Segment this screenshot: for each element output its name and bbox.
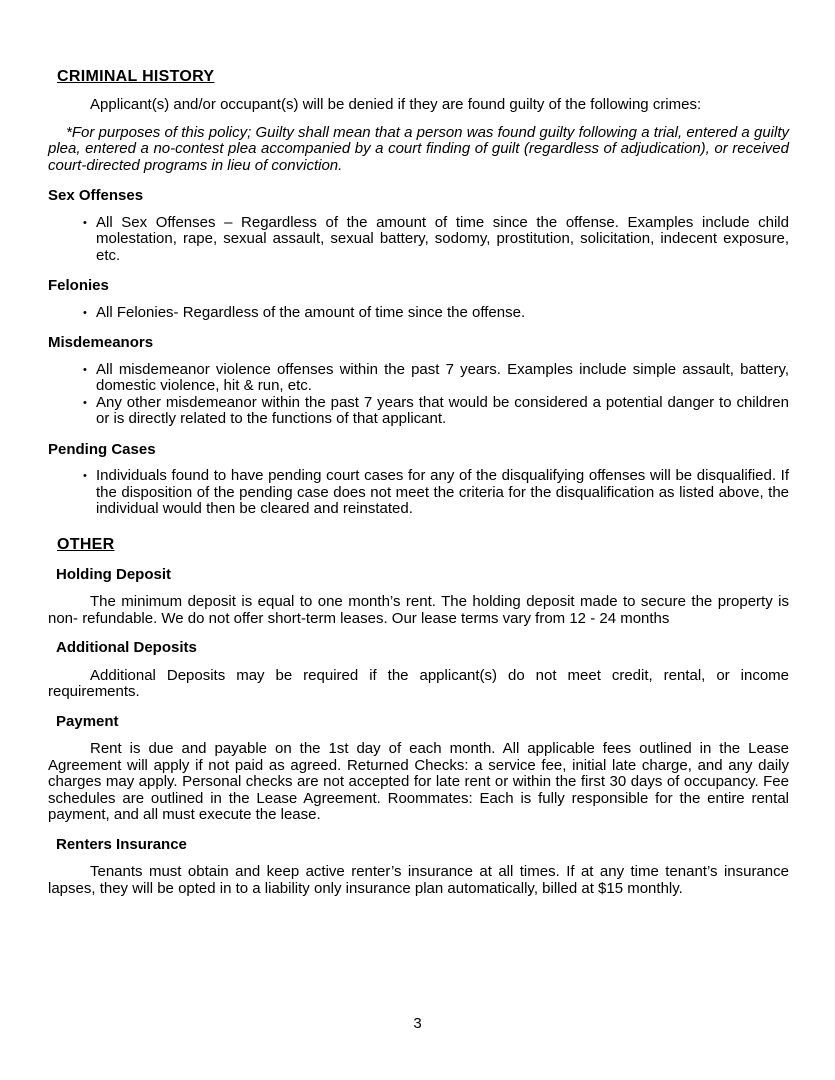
sex-offenses-bullet-list — [48, 215, 789, 265]
bullet-item: • Any other misdemeanor within the past 7 years that would be considered a potential danger to children or is directly related to the functions of that applicant. — [48, 395, 789, 428]
bullet-item: • All misdemeanor violence offenses within the past 7 years. Examples include simple assault, battery, domestic violence, hit & run, etc. — [48, 362, 789, 395]
subheading-payment: Payment — [56, 712, 119, 730]
subheading-additional-deposits: Additional Deposits — [56, 639, 197, 656]
subheading-renters-insurance: Renters Insurance — [56, 835, 187, 853]
criminal-history-intro-paragraph: Applicant(s) and/or occupant(s) will be denied if they are found guilty of the following crimes: — [90, 96, 702, 113]
holding-deposit-paragraph: The minimum deposit is equal to one month’s rent. The holding deposit made to secure the property is non- refundable. We do not offer short-term leases. Our lease terms vary from 12 - 24 months — [48, 593, 789, 627]
bullet-item: • Individuals found to have pending court cases for any of the disqualifying offenses will be disqualified. If the disposition of the pending case does not meet the criteria for the disqualification as listed above, the individual would then be cleared and reinstated. — [48, 468, 789, 518]
section-heading-other: OTHER — [57, 535, 115, 553]
page-number: 3 — [413, 1014, 422, 1032]
payment-paragraph: Rent is due and payable on the 1st day of each month. All applicable fees outlined in the Lease Agreement will apply if not paid as agreed. Returned Checks: a service fee, initial late charge, and any daily charges may apply. Personal checks are not accepted for late rent or within the first 30 days of occupancy. Fee schedules are outlined in the Lease Agreement. Roommates: Each is fully responsible for the entire rental payment, and all must execute the lease. — [48, 740, 789, 823]
bullet-item: • All Sex Offenses – Regardless of the amount of time since the offense. Examples include child molestation, rape, sexual assault, sexual battery, sodomy, prostitution, solicitation, indecent exposure, etc. — [48, 215, 789, 265]
pending-cases-bullet-list — [48, 468, 789, 518]
subheading-pending-cases: Pending Cases — [48, 440, 156, 458]
subheading-sex-offenses: Sex Offenses — [48, 187, 144, 204]
subheading-felonies: Felonies — [48, 277, 109, 294]
subheading-holding-deposit: Holding Deposit — [56, 565, 171, 583]
section-heading-criminal-history: CRIMINAL HISTORY — [57, 68, 215, 85]
renters-insurance-paragraph: Tenants must obtain and keep active renter’s insurance at all times. If at any time tenant’s insurance lapses, they will be opted in to a liability only insurance plan automatically, billed at $15 monthly. — [48, 863, 789, 897]
additional-deposits-paragraph: Additional Deposits may be required if the applicant(s) do not meet credit, rental, or income requirements. — [48, 666, 789, 700]
bullet-item: • All Felonies- Regardless of the amount of time since the offense. — [48, 305, 789, 322]
felonies-bullet-list — [48, 305, 789, 322]
guilty-definition-note: *For purposes of this policy; Guilty shall mean that a person was found guilty following a trial, entered a guilty plea, entered a no-contest plea accompanied by a court finding of guilt (regardless of adjudication), or received court-directed programs in lieu of conviction. — [48, 123, 789, 174]
misdemeanors-bullet-list — [48, 362, 789, 428]
subheading-misdemeanors: Misdemeanors — [48, 334, 154, 351]
